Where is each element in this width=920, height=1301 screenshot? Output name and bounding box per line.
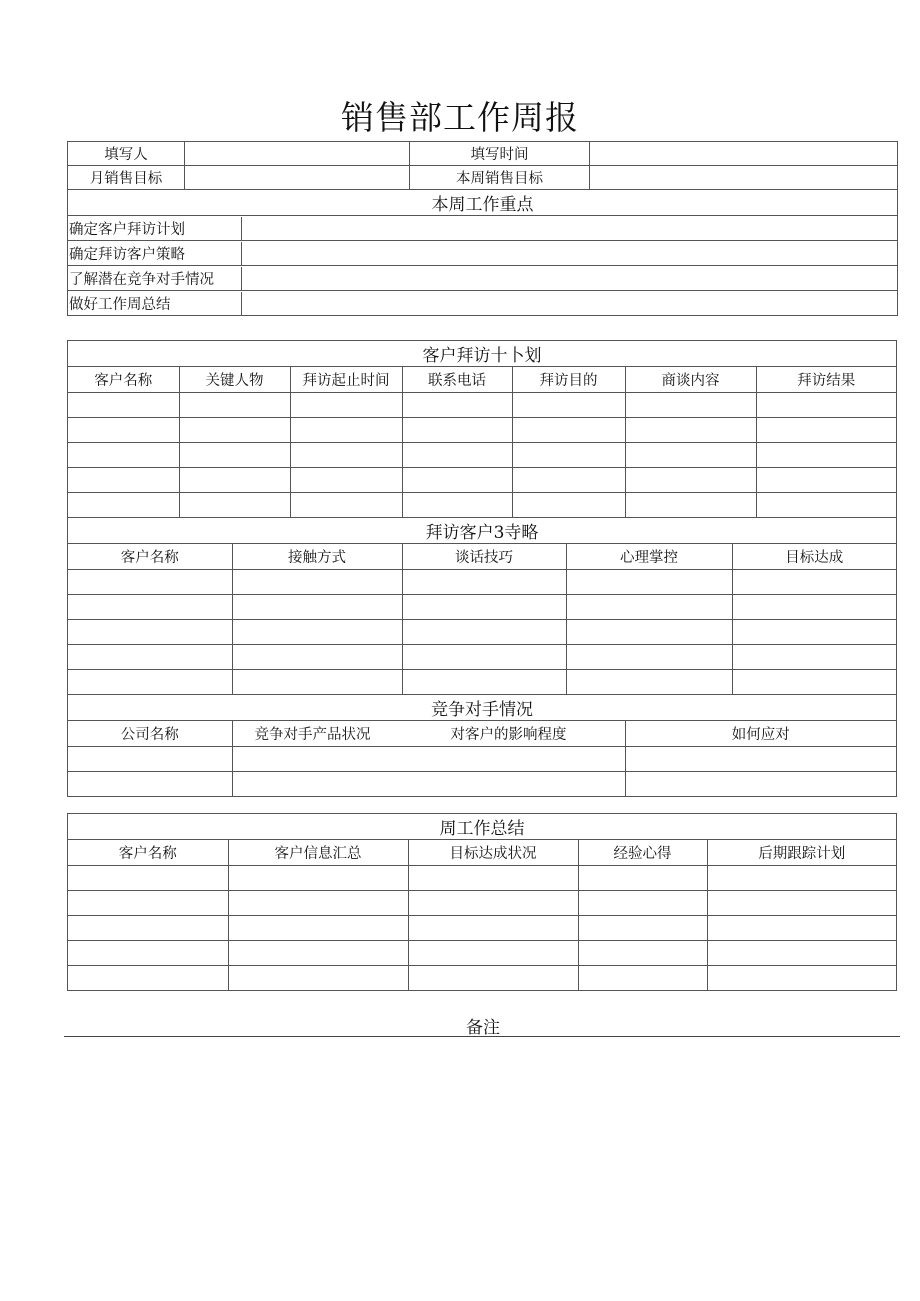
table-cell[interactable]	[625, 492, 756, 517]
column-header: 关键人物	[179, 367, 290, 392]
table-cell[interactable]	[68, 940, 228, 965]
table-cell[interactable]	[707, 890, 896, 915]
filler-label: 填写人	[68, 142, 185, 166]
monthly-target-label: 月销售目标	[68, 166, 185, 190]
table-cell[interactable]	[625, 442, 756, 467]
competitors-title: 竞争对手情况	[68, 695, 897, 721]
focus-section-title: 本周工作重点	[68, 190, 898, 216]
summary-grid	[68, 840, 896, 990]
focus-row	[68, 291, 898, 316]
table-cell[interactable]	[179, 442, 290, 467]
table-cell[interactable]	[68, 467, 179, 492]
table-cell[interactable]	[408, 915, 578, 940]
strategy-title: 拜访客户3寺略	[68, 518, 897, 544]
column-header: 目标达成状况	[408, 840, 578, 865]
table-cell[interactable]	[228, 915, 408, 940]
filler-field[interactable]	[185, 142, 410, 166]
table-cell[interactable]	[512, 467, 625, 492]
column-header-pair	[232, 721, 625, 746]
table-row	[68, 915, 896, 940]
table-cell[interactable]	[228, 865, 408, 890]
summary-header	[68, 840, 896, 865]
table-cell[interactable]	[68, 965, 228, 990]
focus-item-field[interactable]	[241, 242, 897, 265]
table-cell[interactable]	[707, 965, 896, 990]
focus-row	[68, 241, 898, 266]
table-cell[interactable]	[68, 619, 232, 644]
table-cell[interactable]	[68, 669, 232, 694]
table-cell[interactable]	[408, 965, 578, 990]
table-cell[interactable]	[68, 644, 232, 669]
header-row	[68, 142, 898, 166]
table-cell[interactable]	[232, 771, 625, 796]
table-cell[interactable]	[402, 669, 566, 694]
table-cell[interactable]	[290, 467, 402, 492]
table-row	[68, 442, 896, 467]
table-row	[68, 865, 896, 890]
competitors-grid	[68, 721, 896, 796]
table-cell[interactable]	[512, 417, 625, 442]
column-header: 心理掌控	[566, 544, 732, 569]
table-row	[68, 771, 896, 796]
table-row	[68, 492, 896, 517]
table-cell[interactable]	[625, 771, 896, 796]
table-cell[interactable]	[290, 417, 402, 442]
table-cell[interactable]	[402, 492, 512, 517]
table-cell[interactable]	[756, 467, 896, 492]
table-cell[interactable]	[732, 644, 896, 669]
table-cell[interactable]	[756, 392, 896, 417]
column-header: 经验心得	[578, 840, 707, 865]
fill-time-field[interactable]	[590, 142, 898, 166]
column-header: 客户信息汇总	[228, 840, 408, 865]
strategy-header	[68, 544, 896, 569]
table-cell[interactable]	[232, 569, 402, 594]
column-header: 后期跟踪计划	[707, 840, 896, 865]
table-row	[68, 669, 896, 694]
table-cell[interactable]	[756, 442, 896, 467]
table-row	[68, 417, 896, 442]
table-cell[interactable]	[68, 594, 232, 619]
table-row	[68, 569, 896, 594]
table-cell[interactable]	[228, 940, 408, 965]
table-cell[interactable]	[732, 669, 896, 694]
visit-plan-grid	[68, 367, 896, 517]
table-cell[interactable]	[68, 442, 179, 467]
table-cell[interactable]	[578, 915, 707, 940]
table-cell[interactable]	[68, 771, 232, 796]
table-cell[interactable]	[68, 392, 179, 417]
remarks-line[interactable]	[64, 1036, 900, 1037]
table-cell[interactable]	[179, 392, 290, 417]
focus-item-label: 确定拜访客户策略	[68, 242, 241, 265]
focus-item-label: 确定客户拜访计划	[68, 217, 241, 240]
table-cell[interactable]	[566, 619, 732, 644]
table-cell[interactable]	[402, 644, 566, 669]
focus-item-field[interactable]	[241, 217, 897, 240]
table-cell[interactable]	[625, 392, 756, 417]
table-row	[68, 890, 896, 915]
table-row	[68, 940, 896, 965]
table-cell[interactable]	[566, 594, 732, 619]
table-cell[interactable]	[290, 492, 402, 517]
header-row	[68, 166, 898, 190]
table-cell[interactable]	[408, 865, 578, 890]
table-row	[68, 965, 896, 990]
competitors-header	[68, 721, 896, 746]
table-cell[interactable]	[732, 569, 896, 594]
focus-item-label: 了解潜在竞争对手情况	[68, 267, 241, 290]
table-cell[interactable]	[512, 442, 625, 467]
column-header: 客户名称	[68, 367, 179, 392]
table-cell[interactable]	[232, 644, 402, 669]
table-cell[interactable]	[68, 746, 232, 771]
table-cell[interactable]	[408, 940, 578, 965]
table-cell[interactable]	[707, 915, 896, 940]
focus-item-label: 做好工作周总结	[68, 292, 241, 315]
table-cell[interactable]	[68, 890, 228, 915]
column-header: 接触方式	[232, 544, 402, 569]
table-cell[interactable]	[232, 594, 402, 619]
monthly-target-field[interactable]	[185, 166, 410, 190]
table-cell[interactable]	[402, 442, 512, 467]
table-cell[interactable]	[707, 865, 896, 890]
page-title: 销售部工作周报	[341, 98, 579, 137]
table-cell[interactable]	[179, 417, 290, 442]
column-header: 客户名称	[68, 544, 232, 569]
table-cell[interactable]	[578, 890, 707, 915]
column-header: 谈话技巧	[402, 544, 566, 569]
table-cell[interactable]	[566, 644, 732, 669]
table-cell[interactable]	[732, 594, 896, 619]
table-cell[interactable]	[68, 915, 228, 940]
table-cell[interactable]	[732, 619, 896, 644]
fill-time-label: 填写时间	[410, 142, 590, 166]
column-header: 目标达成	[732, 544, 896, 569]
table-cell[interactable]	[68, 417, 179, 442]
table-cell[interactable]	[625, 746, 896, 771]
visit-plan-header	[68, 367, 896, 392]
table-cell[interactable]	[408, 890, 578, 915]
table-cell[interactable]	[512, 492, 625, 517]
focus-row	[68, 216, 898, 241]
table-cell[interactable]	[290, 392, 402, 417]
column-header: 公司名称	[68, 721, 232, 746]
table-cell[interactable]	[756, 492, 896, 517]
table-cell[interactable]	[578, 865, 707, 890]
remarks-label: 备注	[466, 1018, 500, 1038]
column-header: 对客户的影响程度	[450, 726, 567, 743]
table-cell[interactable]	[566, 669, 732, 694]
table-row	[68, 619, 896, 644]
column-header: 拜访目的	[512, 367, 625, 392]
table-cell[interactable]	[402, 569, 566, 594]
focus-item-field[interactable]	[241, 267, 897, 290]
visit-strategy-table	[67, 340, 897, 797]
strategy-grid	[68, 544, 896, 694]
table-cell[interactable]	[232, 669, 402, 694]
column-header: 如何应对	[625, 721, 896, 746]
focus-row	[68, 266, 898, 291]
table-cell[interactable]	[68, 569, 232, 594]
column-header: 拜访起止时间	[290, 367, 402, 392]
table-cell[interactable]	[566, 569, 732, 594]
weekly-target-label: 本周销售目标	[410, 166, 590, 190]
table-cell[interactable]	[402, 467, 512, 492]
table-cell[interactable]	[228, 890, 408, 915]
table-cell[interactable]	[402, 417, 512, 442]
table-row	[68, 746, 896, 771]
table-cell[interactable]	[228, 965, 408, 990]
table-cell[interactable]	[68, 865, 228, 890]
summary-title: 周工作总结	[68, 814, 897, 840]
summary-table	[67, 813, 897, 991]
focus-item-field[interactable]	[241, 292, 897, 315]
table-row	[68, 594, 896, 619]
table-cell[interactable]	[290, 442, 402, 467]
table-cell[interactable]	[232, 619, 402, 644]
column-header: 拜访结果	[756, 367, 896, 392]
visit-plan-title: 客户拜访十卜划	[68, 341, 897, 367]
table-cell[interactable]	[512, 392, 625, 417]
column-header: 联系电话	[402, 367, 512, 392]
table-cell[interactable]	[402, 392, 512, 417]
column-header: 竞争对手产品状况	[254, 726, 371, 743]
table-cell[interactable]	[756, 417, 896, 442]
table-cell[interactable]	[578, 940, 707, 965]
table-cell[interactable]	[707, 940, 896, 965]
table-cell[interactable]	[402, 594, 566, 619]
table-row	[68, 392, 896, 417]
table-row	[68, 467, 896, 492]
table-cell[interactable]	[625, 467, 756, 492]
header-focus-table	[67, 141, 898, 316]
column-header: 客户名称	[68, 840, 228, 865]
table-cell[interactable]	[179, 467, 290, 492]
table-cell[interactable]	[68, 492, 179, 517]
table-cell[interactable]	[578, 965, 707, 990]
table-row	[68, 644, 896, 669]
table-cell[interactable]	[402, 619, 566, 644]
weekly-target-field[interactable]	[590, 166, 898, 190]
column-header: 商谈内容	[625, 367, 756, 392]
table-cell[interactable]	[179, 492, 290, 517]
table-cell[interactable]	[625, 417, 756, 442]
table-cell[interactable]	[232, 746, 625, 771]
